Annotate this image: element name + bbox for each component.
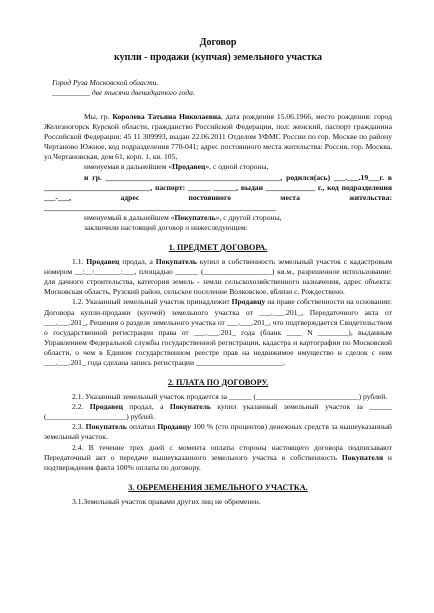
clause-3-1: 3.1.Земельный участок правами других лиц не обременен. xyxy=(72,497,261,507)
clause-2-4: 2.4. В течение трех дней с момента оплаты стороны настоящего договора подписывают Передаточный акт о передаче вышеуказанного земельного участка в собственность Покупателя и подтверждения факта 100% оплаты по договору. xyxy=(44,442,392,472)
seller-role-line: именуемая в дальнейшем «Продавец», с одной стороны, xyxy=(84,162,269,172)
section-3-heading: 3. ОБРЕМЕНЕНИЯ ЗЕМЕЛЬНОГО УЧАСТКА. xyxy=(128,482,308,492)
date-line: __________ две тысячи двенадцатого года. xyxy=(52,88,195,98)
clause-2-1: 2.1. Указанный земельный участок продается за ______ (___________________________) рублей. xyxy=(72,392,388,402)
document-subtitle: купли - продажи (купчая) земельного участка xyxy=(113,52,323,64)
seller-name: Королева Татьяна Николаевна xyxy=(112,112,221,122)
agreement-intro: заключили настоящий договор о нижеследующем: xyxy=(84,222,248,232)
buyer-role-line: именуемый в дальнейшем «Покупатель», с другой стороны, xyxy=(84,212,282,222)
clause-1-2: 1.2. Указанный земельный участок принадлежит Продавцу на праве собственности на основании: Договора купли-продажи (купчей) земельного участка от ___.___.201_, Передаточного акта от ___.___.201_, Решения о разделе земельного участка от ___.___.201_, что подтверждается Свидетельством о государственной регистрации права от ___.___.201_ года (бланк ____ N ________), выданным Управлением Федеральной службы государственной регистрации, кадастра и картографии по Московской области, о чем в Едином государственном реестре прав на недвижимое имущество и сделок с ним ___.___.201_ года сделана запись регистрации _______________________. xyxy=(44,297,392,367)
seller-details: Мы, гр. Королева Татьяна Николаевна, дата рождения 15.06.1966, место рождения: город Железногорск Курской области, гражданство Российской Федерации, пол: женский, паспорт гражданина Российской Федерации: 45 11 309993, выдан 22.06.2011 Отделом УФМС России по гор. Москве по району Чертаново Южное, код подразделения 770-041; адрес постоянного места жительства: Россия, гор. Москва, ул.Чертановская, дом 61, корп. 1, кв. 105, xyxy=(44,112,392,162)
clause-2-2: 2.2. Продавец продал, а Покупатель купил указанный земельный участок за ______ (_____________________) рублей. xyxy=(44,402,392,422)
clause-1-1: 1.1. Продавец продал, а Покупатель купил в собственность земельный участок с кадастровым номером __:__:_______:___, площадью ______ (__________________) кв.м., разрешенное использование: для дачного строительства, категория земель - земли сельскохозяйственного назначения, адрес объекта: Московская область, Рузский район, сельское поселение Волковское, вблизи с. Рождествено. xyxy=(44,257,393,297)
place-line: Город Руза Московской области. xyxy=(52,78,159,88)
buyer-details: и гр. ______________________________________________, родился(ась) ___.___.19___г. в ____________________________, паспорт: ______ ______, выдан _____________ г., код подразделения ___-___, адрес постоянного места жительства: _____________________________________________________________ xyxy=(44,172,392,212)
section-1-heading: 1. ПРЕДМЕТ ДОГОВОРА. xyxy=(168,242,268,252)
clause-2-3: 2.3. Покупатель оплатил Продавцу 100 % (сто процентов) денежных средств за вышеуказанный земельный участок. xyxy=(44,422,392,442)
section-2-heading: 2. ПЛАТА ПО ДОГОВОРУ. xyxy=(167,377,269,387)
document-title: Договор xyxy=(199,37,237,48)
